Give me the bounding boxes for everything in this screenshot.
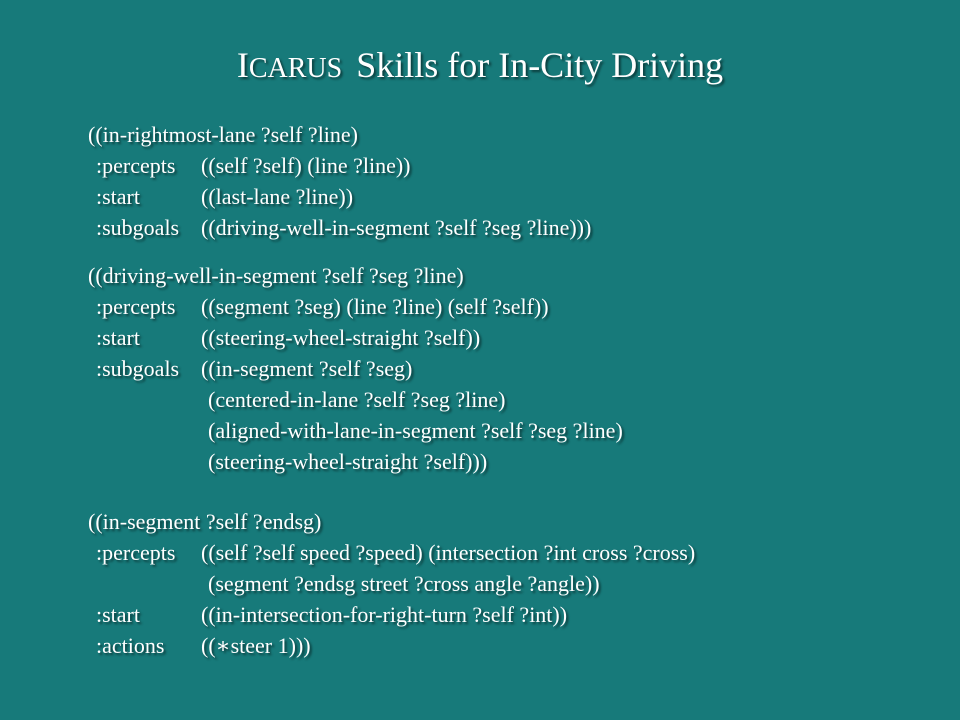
percepts-keyword: :percepts [96,153,176,178]
percepts-keyword: :percepts [96,540,176,565]
title-small-caps: CARUS [248,53,343,84]
skill-head: ((in-segment ?self ?endsg) [88,509,322,534]
percepts-continuation: (segment ?endsg street ?cross angle ?angle)) [208,571,600,596]
actions-keyword: :actions [96,633,165,658]
percepts-value: ((self ?self speed ?speed) (intersection ?int cross ?cross) [201,540,696,565]
start-keyword: :start [96,184,140,209]
subgoals-continuation: (aligned-with-lane-in-segment ?self ?seg ?line) [208,418,623,443]
start-value: ((in-intersection-for-right-turn ?self ?int)) [201,602,568,627]
slide-title [0,44,960,86]
percepts-value: ((self ?self) (line ?line)) [201,153,411,178]
subgoals-keyword: :subgoals [96,356,180,381]
subgoals-value: ((in-segment ?self ?seg) [201,356,413,381]
percepts-keyword: :percepts [96,294,176,319]
subgoals-keyword: :subgoals [96,215,180,240]
percepts-value: ((segment ?seg) (line ?line) (self ?self)) [201,294,549,319]
subgoals-value: ((driving-well-in-segment ?self ?seg ?line))) [201,215,592,240]
skill-head: ((driving-well-in-segment ?self ?seg ?line) [88,263,464,288]
skill-head: ((in-rightmost-lane ?self ?line) [88,122,359,147]
subgoals-continuation: (steering-wheel-straight ?self))) [208,449,488,474]
subgoals-continuation: (centered-in-lane ?self ?seg ?line) [208,387,506,412]
actions-value: ((∗steer 1))) [201,633,311,658]
title-initial: I [236,45,249,85]
start-keyword: :start [96,602,140,627]
start-value: ((last-lane ?line)) [201,184,354,209]
start-keyword: :start [96,325,140,350]
title-rest: Skills for In-City Driving [356,45,724,85]
start-value: ((steering-wheel-straight ?self)) [201,325,481,350]
